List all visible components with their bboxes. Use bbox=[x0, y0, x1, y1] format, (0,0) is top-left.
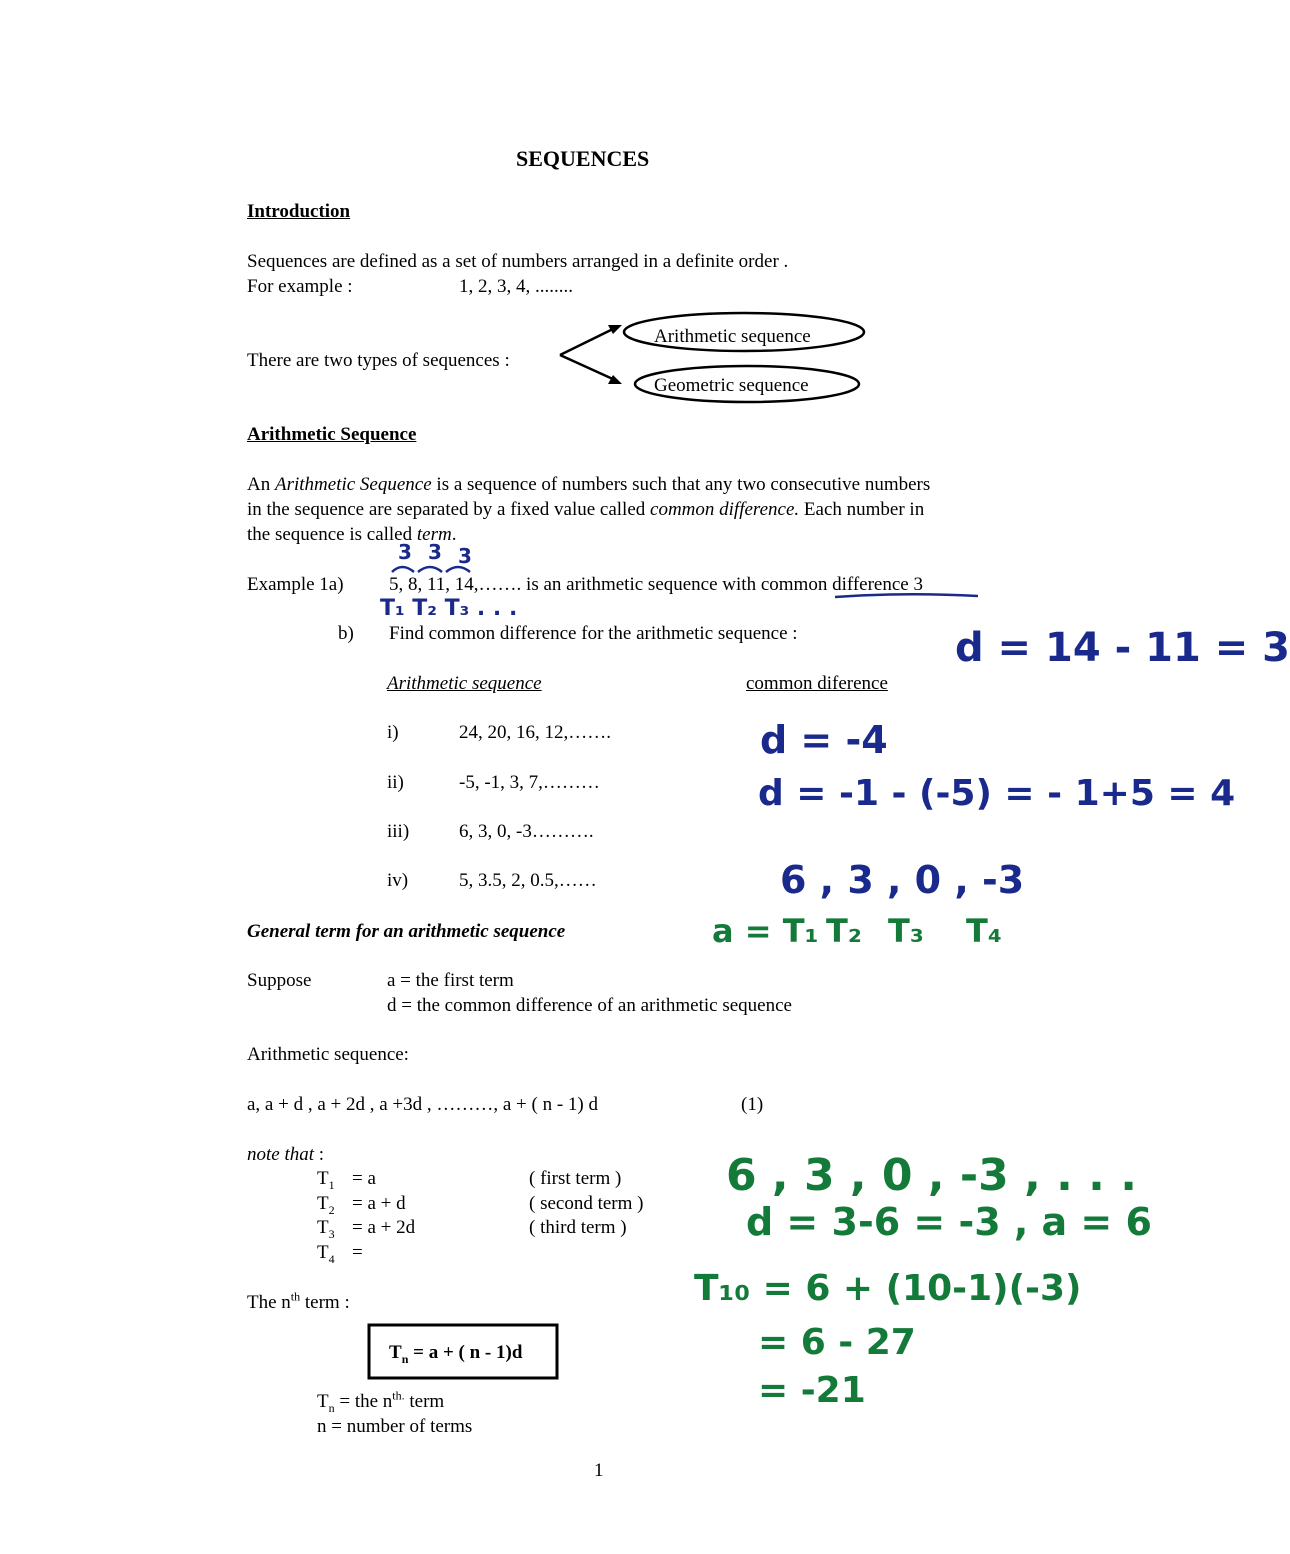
row-seq-iv: 5, 3.5, 2, 0.5,…… bbox=[459, 870, 597, 891]
term-3: $T_3$ bbox=[317, 1217, 335, 1241]
hw-seq-term-2: T₂ bbox=[826, 912, 862, 950]
hw-diff-3: 3 bbox=[458, 544, 472, 568]
hw-terms-label: T₁ T₂ T₃ . . . bbox=[380, 596, 518, 621]
term-3-rhs: = a + 2d bbox=[352, 1217, 416, 1238]
def-d: d = the common difference of an arithmetic sequence bbox=[387, 995, 792, 1016]
arith-para-line-3: the sequence is called term. bbox=[247, 524, 457, 545]
hw-seq-term-4: T₄ bbox=[966, 912, 1002, 950]
example-1b-text: Find common difference for the arithmetic sequence : bbox=[389, 623, 798, 644]
row-seq-ii: -5, -1, 3, 7,……… bbox=[459, 772, 600, 793]
row-label-ii: ii) bbox=[387, 772, 404, 793]
term-2-rhs: = a + d bbox=[352, 1193, 406, 1214]
hw-work-3: T₁₀ = 6 + (10-1)(-3) bbox=[694, 1268, 1082, 1309]
note-label: note that : bbox=[247, 1144, 325, 1165]
term-1-desc: ( first term ) bbox=[529, 1168, 622, 1189]
term-4: $T_4$ bbox=[317, 1242, 335, 1266]
intro-definition: Sequences are defined as a set of numbers arranged in a definite order . bbox=[247, 251, 789, 272]
nth-term-formula: $T_n = a$ + ( n - 1)d bbox=[389, 1342, 523, 1366]
page-number: 1 bbox=[594, 1460, 604, 1481]
suppose-label: Suppose bbox=[247, 970, 312, 991]
example-1a-label: Example 1a) bbox=[247, 574, 344, 595]
hw-d3: d = -1 - (-5) = - 1+5 = 4 bbox=[758, 773, 1236, 814]
def-a: a = the first term bbox=[387, 970, 514, 991]
hw-seq-term-a: a = T₁ bbox=[712, 912, 819, 950]
row-label-i: i) bbox=[387, 722, 399, 743]
branch-arrow-down bbox=[560, 355, 615, 380]
arrowhead-down bbox=[608, 375, 622, 384]
type-geometric: Geometric sequence bbox=[654, 375, 809, 396]
term-1: $T_1$ bbox=[317, 1168, 335, 1192]
col-header-difference: common diference bbox=[746, 673, 888, 694]
term-4-rhs: = bbox=[352, 1242, 363, 1263]
arith-para-line-1: An Arithmetic Sequence is a sequence of numbers such that any two consecutive numbers bbox=[247, 474, 931, 495]
arith-heading: Arithmetic Sequence bbox=[247, 424, 417, 445]
hw-seq: 6 , 3 , 0 , -3 bbox=[780, 858, 1025, 902]
hw-d2: d = -4 bbox=[760, 718, 888, 762]
seq-label: Arithmetic sequence: bbox=[247, 1044, 409, 1065]
equation-number: (1) bbox=[741, 1094, 764, 1115]
example-1a-text: 5, 8, 11, 14,……. is an arithmetic sequence with common difference 3 bbox=[389, 574, 923, 595]
example-1b-label: b) bbox=[338, 623, 354, 644]
term-2-desc: ( second term ) bbox=[529, 1193, 644, 1214]
hw-seq-term-3: T₃ bbox=[888, 912, 924, 950]
example-value: 1, 2, 3, 4, ........ bbox=[459, 276, 573, 297]
row-label-iv: iv) bbox=[387, 870, 409, 891]
term-2: $T_2$ bbox=[317, 1193, 335, 1217]
hw-work-4: = 6 - 27 bbox=[758, 1322, 916, 1363]
hw-work-5: = -21 bbox=[758, 1370, 866, 1411]
hw-diff-1: 3 bbox=[398, 540, 412, 564]
hw-arc-2 bbox=[418, 567, 442, 572]
col-header-sequence: Arithmetic sequence bbox=[387, 673, 542, 694]
arith-para-line-2: in the sequence are separated by a fixed value called common difference. Each number in bbox=[247, 499, 925, 520]
n-definition: n = number of terms bbox=[317, 1416, 473, 1437]
hw-arc-1 bbox=[392, 567, 414, 572]
tn-definition: $T_n$ = the $n^{th.}$ term bbox=[317, 1388, 445, 1415]
hw-d1: d = 14 - 11 = 3 bbox=[955, 625, 1290, 671]
term-3-desc: ( third term ) bbox=[529, 1217, 627, 1238]
row-seq-i: 24, 20, 16, 12,……. bbox=[459, 722, 611, 743]
seq-formula: a, a + d , a + 2d , a +3d , ………, a + ( n - 1) d bbox=[247, 1094, 599, 1115]
general-heading: General term for an arithmetic sequence bbox=[247, 921, 566, 942]
hw-work-1: 6 , 3 , 0 , -3 , . . . bbox=[726, 1150, 1137, 1201]
intro-heading: Introduction bbox=[247, 201, 351, 222]
row-label-iii: iii) bbox=[387, 821, 410, 842]
nth-term-label: The $n^{th}$ term : bbox=[247, 1289, 350, 1313]
hw-diff-2: 3 bbox=[428, 540, 442, 564]
hw-work-2: d = 3-6 = -3 , a = 6 bbox=[746, 1200, 1152, 1244]
example-label: For example : bbox=[247, 276, 353, 297]
type-arithmetic: Arithmetic sequence bbox=[654, 326, 811, 347]
row-seq-iii: 6, 3, 0, -3………. bbox=[459, 821, 594, 842]
branch-arrow-up bbox=[560, 328, 615, 355]
term-1-rhs: = a bbox=[352, 1168, 376, 1189]
types-label: There are two types of sequences : bbox=[247, 350, 510, 371]
page-title: SEQUENCES bbox=[516, 146, 650, 171]
